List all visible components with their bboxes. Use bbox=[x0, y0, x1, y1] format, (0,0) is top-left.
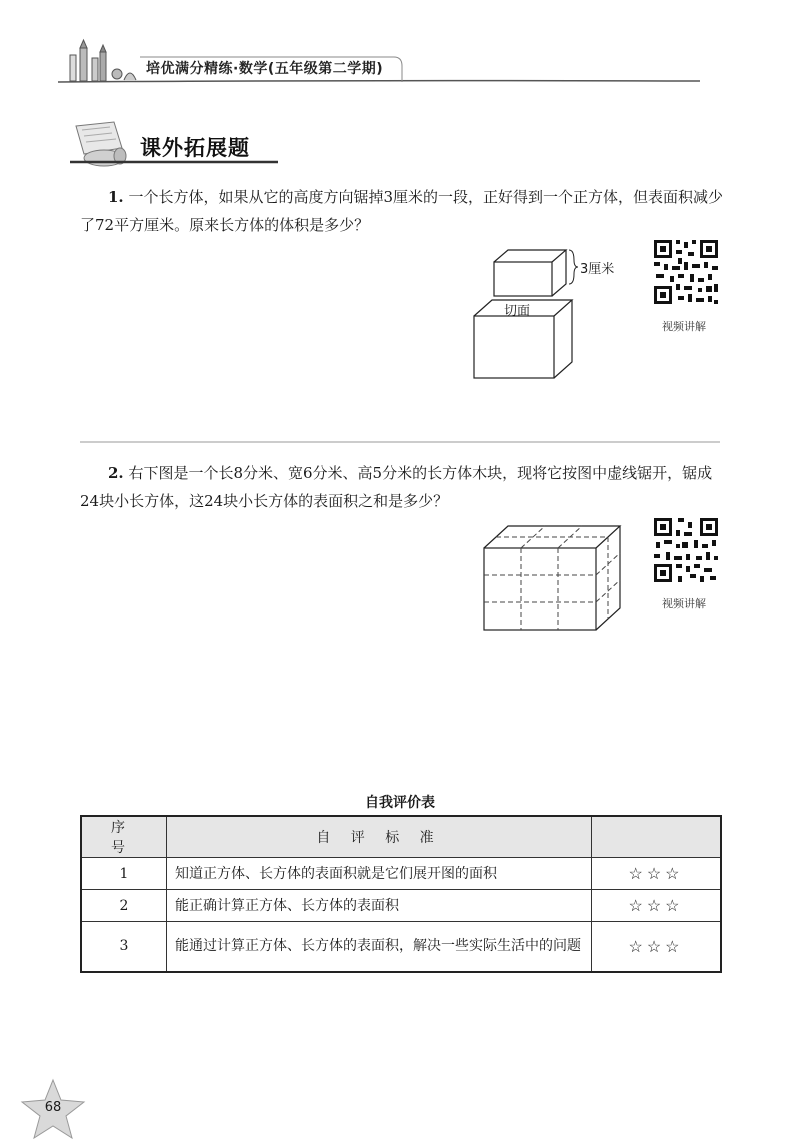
page-number: 68 bbox=[44, 1100, 62, 1115]
row-criterion: 能通过计算正方体、长方体的表面积，解决一些实际生活中的问题 bbox=[167, 922, 592, 972]
row-criterion: 能正确计算正方体、长方体的表面积 bbox=[167, 890, 592, 922]
question-2-figure bbox=[478, 518, 628, 638]
row-number: 1 bbox=[81, 858, 167, 890]
divider bbox=[80, 440, 720, 444]
book-title: 培优满分精练·数学(五年级第二学期) bbox=[146, 61, 384, 77]
row-criterion: 知道正方体、长方体的表面积就是它们展开图的面积 bbox=[167, 858, 592, 890]
table-row bbox=[81, 890, 721, 922]
question-1-text: 一个长方体，如果从它的高度方向锯掉3厘米的一段，正好得到一个正方体，但表面积减少了72平方厘米。原来长方体的体积是多少？ bbox=[80, 188, 724, 234]
question-1-number: 1. bbox=[108, 188, 124, 206]
question-2-text: 右下图是一个长8分米、宽6分米、高5分米的长方体木块，现将它按图中虚线锯开，锯成24块小长方体，这24块小长方体的表面积之和是多少？ bbox=[80, 464, 713, 510]
qr-caption: 视频讲解 bbox=[662, 597, 706, 610]
eval-table-title: 自我评价表 bbox=[365, 795, 435, 811]
table-header-row bbox=[81, 816, 721, 858]
qr-code-icon[interactable] bbox=[652, 516, 720, 584]
header-rating bbox=[592, 816, 722, 858]
question-2-number: 2. bbox=[108, 464, 124, 482]
qr-code-icon[interactable] bbox=[652, 238, 720, 306]
header-seq: 序 号 bbox=[81, 816, 167, 858]
header-decoration-icon bbox=[0, 0, 800, 100]
row-number: 3 bbox=[81, 922, 167, 972]
header-criteria: 自 评 标 准 bbox=[167, 816, 592, 858]
star-rating[interactable]: ☆☆☆ bbox=[592, 890, 722, 922]
cut-surface-label: 切面 bbox=[504, 304, 531, 319]
star-rating[interactable]: ☆☆☆ bbox=[592, 922, 722, 972]
qr-caption: 视频讲解 bbox=[662, 320, 706, 333]
question-2 bbox=[80, 459, 730, 515]
height-label: 3厘米 bbox=[580, 262, 615, 277]
question-1 bbox=[80, 183, 730, 239]
eval-table bbox=[80, 815, 722, 973]
page-header bbox=[0, 0, 800, 100]
star-rating[interactable]: ☆☆☆ bbox=[592, 858, 722, 890]
row-number: 2 bbox=[81, 890, 167, 922]
table-row bbox=[81, 858, 721, 890]
section-underline bbox=[70, 158, 290, 166]
table-row bbox=[81, 922, 721, 972]
section-title: 课外拓展题 bbox=[140, 136, 250, 160]
